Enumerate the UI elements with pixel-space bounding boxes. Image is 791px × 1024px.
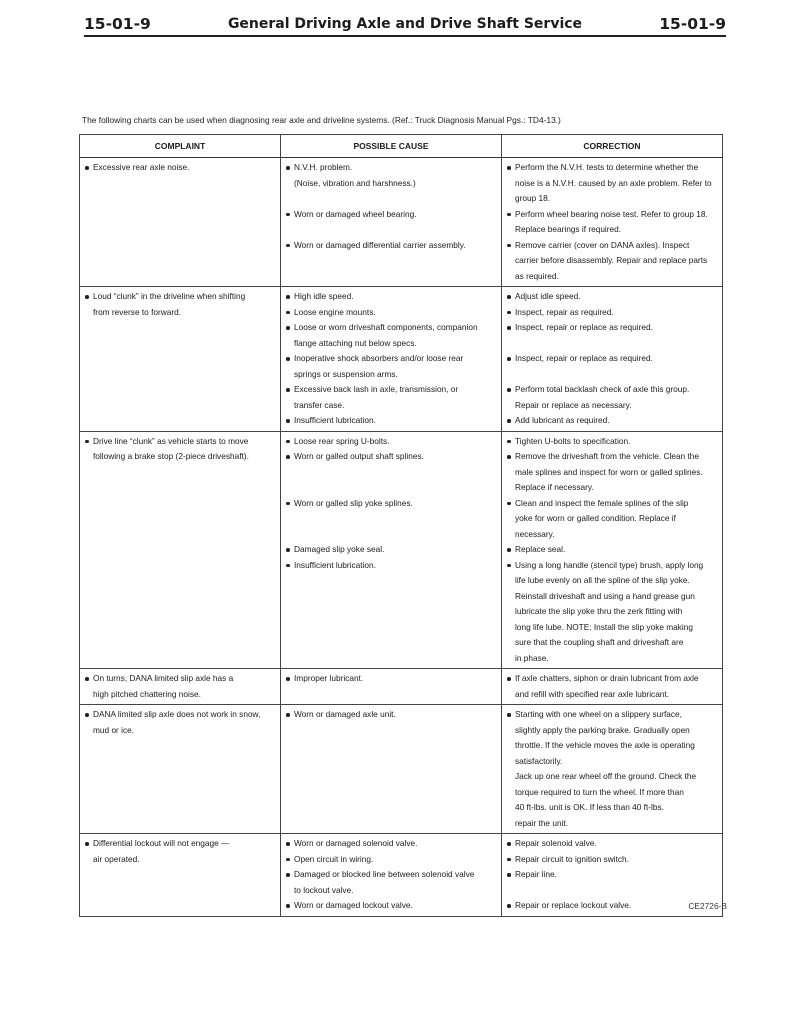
diagnosis-table xyxy=(79,134,723,917)
continuation-line: repair the unit. xyxy=(515,817,569,828)
bullet-item: DANA limited slip axle does not work in snow, xyxy=(80,707,280,723)
continuation-line: mud or ice. xyxy=(93,724,135,735)
table-row xyxy=(80,158,723,287)
cell-complaint xyxy=(80,158,281,287)
continuation-line: transfer case. xyxy=(294,399,345,410)
bullet-item: Repair line. xyxy=(502,867,722,883)
bullet-item: Adjust idle speed. xyxy=(502,289,722,305)
continuation-line: male splines and inspect for worn or galled splines. xyxy=(515,466,703,477)
bullet-item: Worn or damaged lockout valve. xyxy=(281,898,501,914)
continuation-line: to lockout valve. xyxy=(294,884,354,895)
cell-cause xyxy=(281,705,502,834)
continuation-line: satisfactorily. xyxy=(515,755,563,766)
continuation-line: in phase. xyxy=(515,652,549,663)
table-row xyxy=(80,287,723,432)
bullet-item: Repair circuit to ignition switch. xyxy=(502,852,722,868)
bullet-item: Starting with one wheel on a slippery surface, xyxy=(502,707,722,723)
bullet-item: Worn or damaged wheel bearing. xyxy=(281,207,501,223)
spacer xyxy=(281,527,501,543)
bullet-item: Remove carrier (cover on DANA axles). Inspect xyxy=(502,238,722,254)
bullet-item: Worn or damaged differential carrier assembly. xyxy=(281,238,501,254)
page-title: General Driving Axle and Drive Shaft Service xyxy=(227,16,583,32)
spacer xyxy=(281,480,501,496)
cell-cause xyxy=(281,287,502,432)
spacer xyxy=(281,511,501,527)
continuation-line: carrier before disassembly. Repair and replace parts xyxy=(515,255,708,265)
continuation-line: slightly apply the parking brake. Gradually open xyxy=(515,724,690,735)
cell-complaint xyxy=(80,431,281,669)
spacer xyxy=(281,465,501,481)
bullet-item: Loose rear spring U-bolts. xyxy=(281,434,501,450)
cell-cause xyxy=(281,431,502,669)
spacer xyxy=(502,883,722,899)
continuation-line: high pitched chattering noise. xyxy=(93,688,201,699)
bullet-item: Worn or damaged solenoid valve. xyxy=(281,836,501,852)
continuation-line: noise is a N.V.H. caused by an axle problem. Refer to xyxy=(515,177,712,188)
cell-cause xyxy=(281,669,502,705)
continuation-line: yoke for worn or galled condition. Replace if xyxy=(515,513,676,523)
bullet-item: N.V.H. problem. xyxy=(281,160,501,176)
bullet-item: Open circuit in wiring. xyxy=(281,852,501,868)
table-body xyxy=(80,158,723,917)
continuation-line: following a brake stop (2-piece driveshaft). xyxy=(93,451,249,461)
continuation-line: and refill with specified rear axle lubricant. xyxy=(515,688,670,699)
continuation-line: Reinstall driveshaft and using a hand grease gun xyxy=(515,590,695,601)
continuation-line: from reverse to forward. xyxy=(93,306,182,317)
bullet-item: Damaged slip yoke seal. xyxy=(281,542,501,558)
bullet-item: Loose engine mounts. xyxy=(281,305,501,321)
table-row xyxy=(80,705,723,834)
cell-complaint xyxy=(80,669,281,705)
bullet-item: Perform wheel bearing noise test. Refer to group 18. xyxy=(502,207,722,223)
bullet-item: Damaged or blocked line between solenoid valve xyxy=(281,867,501,883)
continuation-line: flange attaching nut below specs. xyxy=(294,337,417,348)
intro-text: The following charts can be used when diagnosing rear axle and driveline systems. (Ref.: Truck Diagnosis Manual Pgs.: TD4-13.) xyxy=(82,115,561,125)
figure-code: CE2726-B xyxy=(688,901,727,911)
cell-complaint xyxy=(80,834,281,917)
cell-cause xyxy=(281,834,502,917)
continuation-line: Replace if necessary. xyxy=(515,482,594,492)
cell-complaint xyxy=(80,287,281,432)
cell-correction xyxy=(502,158,723,287)
spacer xyxy=(281,222,501,238)
continuation-line: Repair or replace as necessary. xyxy=(515,399,632,410)
bullet-item: Inspect, repair or replace as required. xyxy=(502,351,722,367)
bullet-item: Clean and inspect the female splines of the slip xyxy=(502,496,722,512)
bullet-item: Worn or galled slip yoke splines. xyxy=(281,496,501,512)
bullet-item: Add lubricant as required. xyxy=(502,413,722,429)
bullet-item: Loose or worn driveshaft components, companion xyxy=(281,320,501,336)
table-row xyxy=(80,834,723,917)
continuation-line: torque required to turn the wheel. If more than xyxy=(515,786,684,797)
continuation-line: air operated. xyxy=(93,853,140,864)
continuation-line: springs or suspension arms. xyxy=(294,368,398,379)
bullet-item: Differential lockout will not engage — xyxy=(80,836,280,852)
spacer xyxy=(281,191,501,207)
header-possible-cause: POSSIBLE CAUSE xyxy=(281,135,502,158)
bullet-item: Using a long handle (stencil type) brush, apply long xyxy=(502,558,722,574)
table-row xyxy=(80,431,723,669)
continuation-line: as required. xyxy=(515,270,559,281)
continuation-line: group 18. xyxy=(515,193,551,203)
bullet-item: Tighten U-bolts to specification. xyxy=(502,434,722,450)
table-row xyxy=(80,669,723,705)
bullet-item: Excessive back lash in axle, transmission, or xyxy=(281,382,501,398)
header-correction: CORRECTION xyxy=(502,135,723,158)
bullet-item: If axle chatters, siphon or drain lubricant from axle xyxy=(502,671,722,687)
bullet-item: Insufficient lubrication. xyxy=(281,558,501,574)
continuation-line: Jack up one rear wheel off the ground. Check the xyxy=(515,771,697,781)
cell-complaint xyxy=(80,705,281,834)
bullet-item: Perform the N.V.H. tests to determine whether the xyxy=(502,160,722,176)
bullet-item: Drive line “clunk” as vehicle starts to move xyxy=(80,434,280,450)
cell-correction xyxy=(502,669,723,705)
spacer xyxy=(502,367,722,383)
header-complaint: COMPLAINT xyxy=(80,135,281,158)
spacer xyxy=(502,336,722,352)
cell-cause xyxy=(281,158,502,287)
continuation-line: necessary. xyxy=(515,528,555,539)
cell-correction xyxy=(502,705,723,834)
bullet-item: Inoperative shock absorbers and/or loose rear xyxy=(281,351,501,367)
cell-correction xyxy=(502,431,723,669)
cell-correction xyxy=(502,287,723,432)
bullet-item: High idle speed. xyxy=(281,289,501,305)
bullet-item: Perform total backlash check of axle this group. xyxy=(502,382,722,398)
continuation-line: sure that the coupling shaft and driveshaft are xyxy=(515,637,684,647)
bullet-item: Inspect, repair or replace as required. xyxy=(502,320,722,336)
bullet-item: Inspect, repair as required. xyxy=(502,305,722,321)
bullet-item: Insufficient lubrication. xyxy=(281,413,501,429)
page-number-right: 15-01-9 xyxy=(659,15,726,33)
continuation-line: (Noise, vibration and harshness.) xyxy=(294,177,416,188)
continuation-line: lubricate the slip yoke thru the zerk fitting with xyxy=(515,606,683,616)
continuation-line: throttle. If the vehicle moves the axle is operating xyxy=(515,740,695,750)
bullet-item: Improper lubricant. xyxy=(281,671,501,687)
continuation-line: life lube evenly on all the spline of the slip yoke. xyxy=(515,575,690,585)
continuation-line: 40 ft-lbs. unit is OK. If less than 40 ft-lbs. xyxy=(515,802,664,812)
bullet-item: On turns, DANA limited slip axle has a xyxy=(80,671,280,687)
continuation-line: Replace bearings if required. xyxy=(515,224,622,234)
continuation-line: long life lube. NOTE: Install the slip yoke making xyxy=(515,621,694,632)
bullet-item: Worn or damaged axle unit. xyxy=(281,707,501,723)
bullet-item: Remove the driveshaft from the vehicle. Clean the xyxy=(502,449,722,465)
bullet-item: Worn or galled output shaft splines. xyxy=(281,449,501,465)
bullet-item: Excessive rear axle noise. xyxy=(80,160,280,176)
bullet-item: Repair solenoid valve. xyxy=(502,836,722,852)
bullet-item: Loud “clunk” in the driveline when shifting xyxy=(80,289,280,305)
bullet-item: Repair or replace lockout valve. xyxy=(502,898,722,914)
table-header-row xyxy=(80,135,723,158)
bullet-item: Replace seal. xyxy=(502,542,722,558)
page-header xyxy=(84,13,726,37)
page-number-left: 15-01-9 xyxy=(84,15,151,33)
